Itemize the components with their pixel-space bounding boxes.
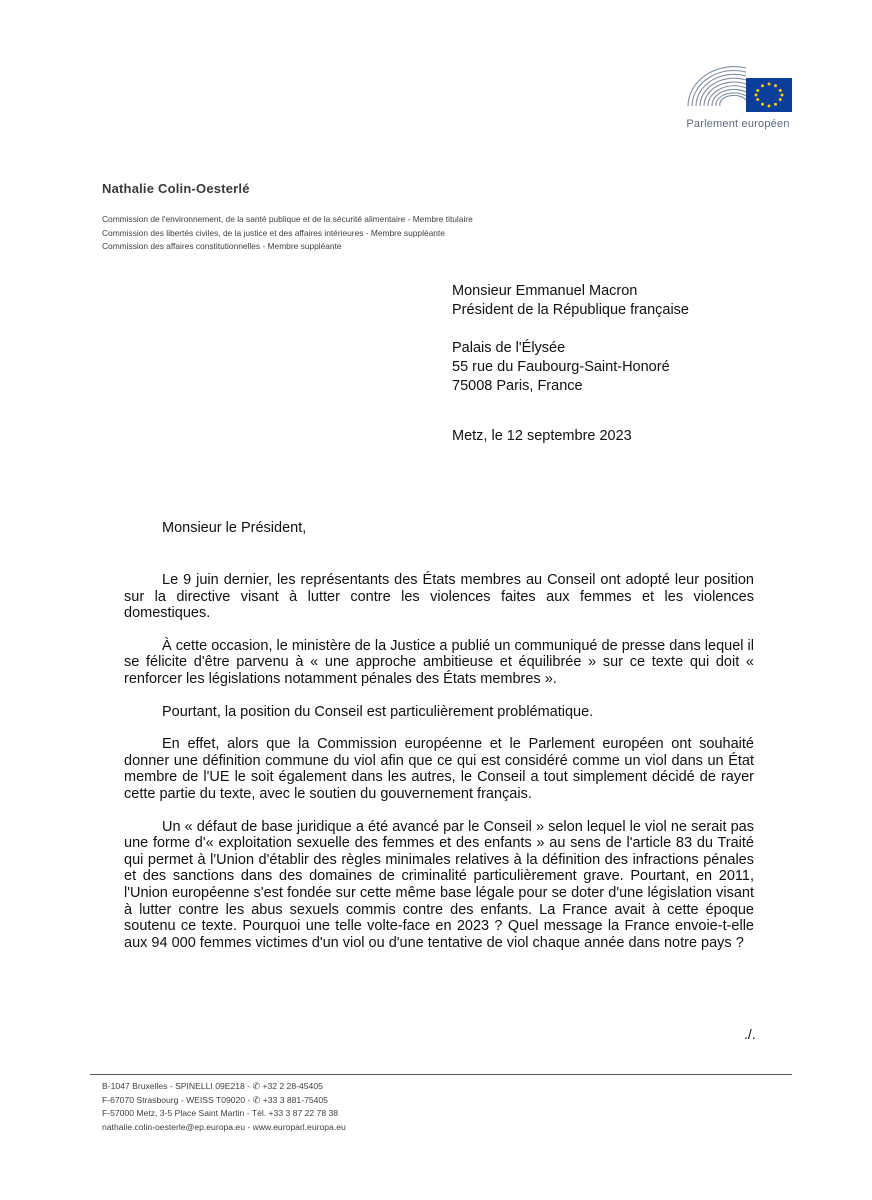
footer	[102, 1080, 346, 1134]
continued-mark: ./.	[744, 1026, 756, 1042]
letter-body	[124, 572, 754, 967]
sender-role: Commission de l'environnement, de la santé publique et de la sécurité alimentaire - Membre titulaire	[102, 214, 473, 224]
sender-name: Nathalie Colin-Oesterlé	[102, 181, 250, 196]
letter-date: Metz, le 12 septembre 2023	[452, 428, 632, 444]
recipient-address-line: 55 rue du Faubourg-Saint-Honoré	[452, 359, 670, 375]
footer-address-line	[102, 1080, 346, 1094]
footer-divider	[90, 1074, 792, 1075]
footer-address-line	[102, 1107, 346, 1121]
recipient-address-line: Palais de l'Élysée	[452, 340, 566, 356]
footer-contact: nathalie.colin-oesterle@ep.europa.eu - www.europarl.europa.eu	[102, 1121, 346, 1132]
phone-icon: ✆	[252, 1081, 261, 1091]
european-parliament-logo	[684, 58, 794, 114]
letterhead-logo	[678, 58, 798, 140]
phone-icon: ✆	[252, 1094, 261, 1105]
sender-roles	[102, 213, 473, 254]
recipient-block	[452, 282, 689, 396]
footer-phone: +32 2 28-45405	[262, 1081, 323, 1091]
sender-role: Commission des libertés civiles, de la justice et des affaires intérieures - Membre suppléante	[102, 227, 445, 238]
salutation: Monsieur le Président,	[162, 520, 307, 536]
footer-phone: +33 3 881-75405	[262, 1094, 328, 1105]
footer-address-line	[102, 1094, 346, 1108]
footer-address: B-1047 Bruxelles - SPINELLI 09E218 -	[102, 1081, 251, 1091]
footer-address: F-57000 Metz, 3-5 Place Saint Martin - Tél. +33 3 87 22 78 38	[102, 1108, 339, 1119]
footer-address: F-67070 Strasbourg - WEISS T09020 -	[102, 1094, 251, 1105]
body-paragraph: Pourtant, la position du Conseil est particulièrement problématique.	[162, 703, 594, 720]
recipient-name: Monsieur Emmanuel Macron	[452, 283, 638, 299]
recipient-address-line: 75008 Paris, France	[452, 378, 583, 394]
institution-name: Parlement européen	[686, 118, 790, 130]
body-paragraph: À cette occasion, le ministère de la Justice a publié un communiqué de presse dans lequel il se félicite d'être parvenu à « une approche ambitieuse et équilibrée » sur ce texte qui doit « renforcer les législations notamment pénales des États membres ».	[124, 637, 754, 687]
body-paragraph: Un « défaut de base juridique a été avancé par le Conseil » selon lequel le viol ne serait pas une forme d'« exploitation sexuelle des femmes et des enfants » au sens de l'article 83 du Traité qui permet à l'Union d'établir des règles minimales relatives à la définition des infractions pénales et des sanctions dans des domaines de criminalité particulièrement grave. Pourtant, en 2011, l'Union européenne s'est fondée sur cette même base légale pour se doter d'une législation visant à lutter contre les abus sexuels commis contre des enfants. La France avait à cette époque soutenu ce texte. Pourquoi une telle volte-face en 2023 ? Quel message la France envoie-t-elle aux 94 000 femmes victimes d'un viol ou d'une tentative de viol chaque année dans notre pays ?	[124, 818, 754, 951]
body-paragraph: Le 9 juin dernier, les représentants des États membres au Conseil ont adopté leur position sur la directive visant à lutter contre les violences faites aux femmes et les violences domestiques.	[124, 572, 754, 622]
recipient-title: Président de la République française	[452, 302, 689, 318]
body-paragraph: En effet, alors que la Commission européenne et le Parlement européen ont souhaité donner une définition commune du viol afin que ce qui est considéré comme un viol dans un État membre de l'UE le soit également dans les autres, le Conseil a tout simplement décidé de rayer cette partie du texte, avec le soutien du gouvernement français.	[124, 736, 754, 802]
sender-role: Commission des affaires constitutionnelles - Membre suppléante	[102, 241, 342, 251]
